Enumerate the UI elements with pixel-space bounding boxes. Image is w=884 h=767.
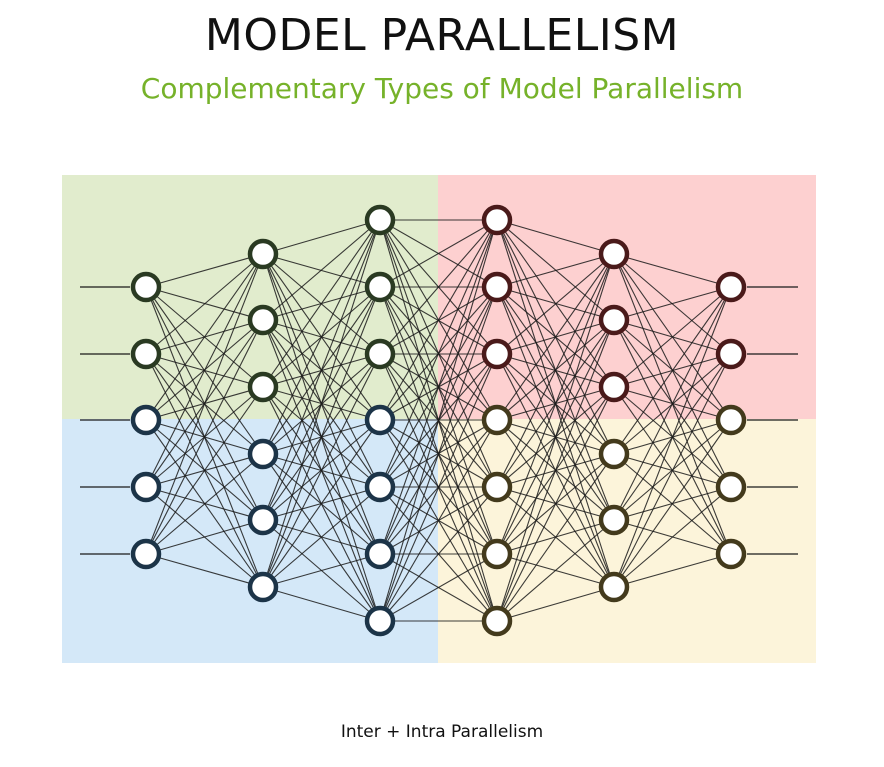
neuron-node [484,274,510,300]
neuron-node [367,341,393,367]
neuron-node [601,507,627,533]
neuron-node [601,374,627,400]
neuron-node [718,274,744,300]
neuron-node [484,407,510,433]
page-title: MODEL PARALLELISM [204,10,680,61]
neuron-node [133,274,159,300]
neuron-node [367,407,393,433]
neuron-node [718,407,744,433]
neuron-node [250,374,276,400]
neuron-node [250,441,276,467]
neuron-node [601,574,627,600]
neuron-node [367,541,393,567]
neuron-node [718,541,744,567]
neuron-node [250,307,276,333]
neuron-node [718,474,744,500]
neuron-node [133,541,159,567]
neuron-node [133,341,159,367]
neuron-node [484,608,510,634]
neuron-node [367,608,393,634]
neuron-node [484,474,510,500]
neuron-node [367,207,393,233]
neuron-node [484,541,510,567]
neuron-node [250,507,276,533]
neuron-node [367,474,393,500]
neuron-node [484,207,510,233]
neuron-node [484,341,510,367]
neuron-node [601,441,627,467]
neuron-node [601,241,627,267]
neuron-node [133,474,159,500]
neuron-node [133,407,159,433]
page-subtitle: Complementary Types of Model Parallelism [140,72,744,105]
diagram-caption: Inter + Intra Parallelism [340,722,544,742]
neuron-node [601,307,627,333]
neuron-node [367,274,393,300]
neuron-node [250,574,276,600]
neuron-node [250,241,276,267]
neuron-node [718,341,744,367]
